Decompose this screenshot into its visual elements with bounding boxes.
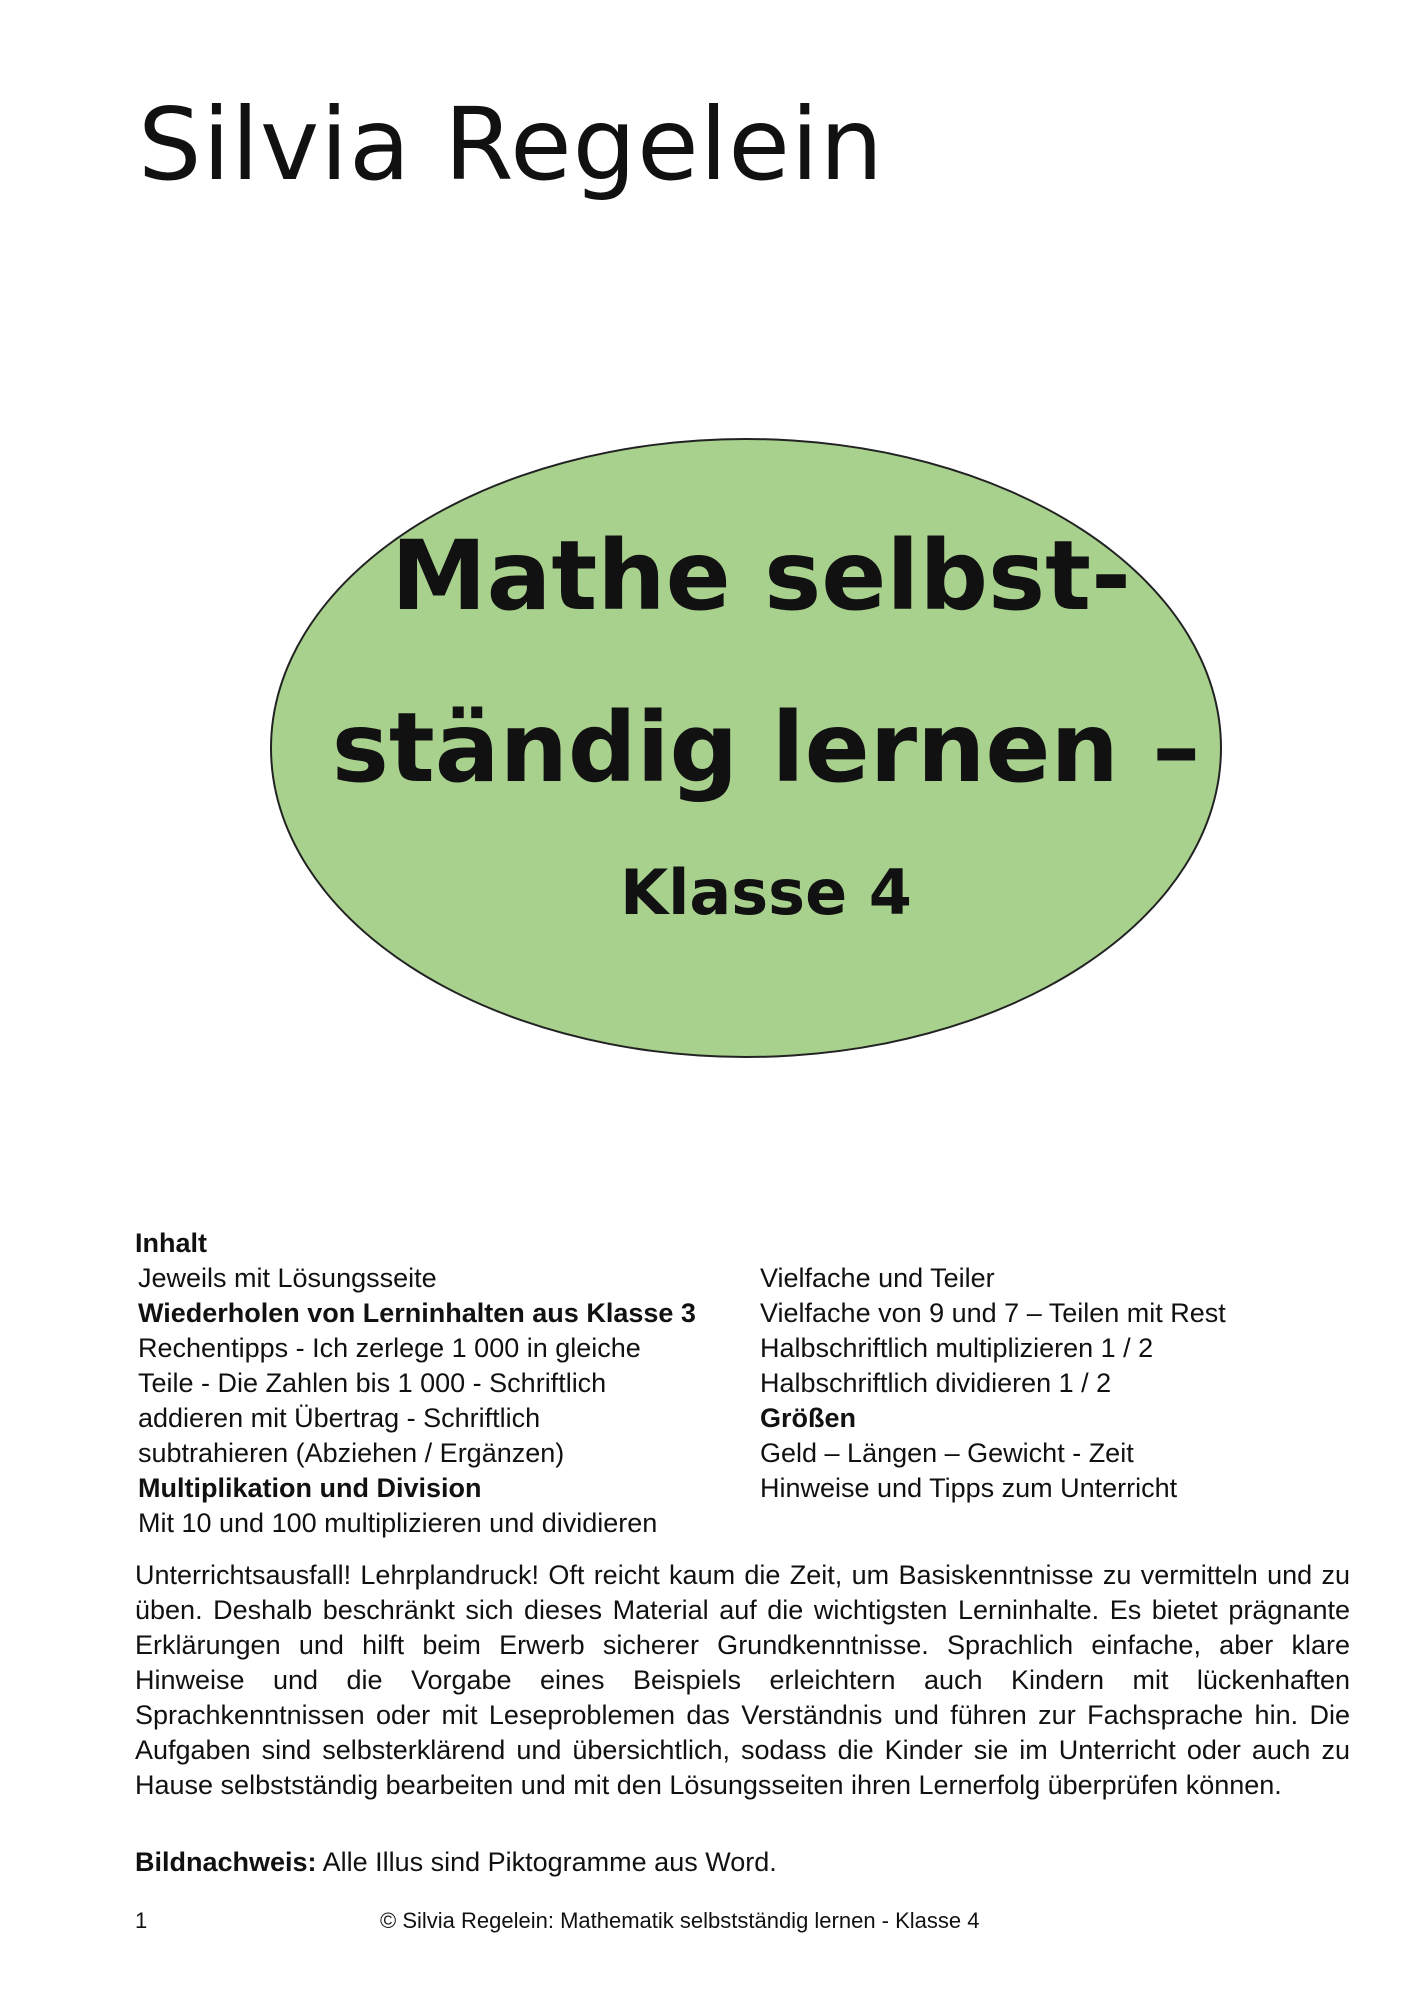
title-line-2: ständig lernen – — [331, 692, 1201, 804]
description-paragraph: Unterrichtsausfall! Lehrplandruck! Oft reicht kaum die Zeit, um Basiskenntnisse zu vermitteln und zu üben. Deshalb beschränkt sich dieses Material auf die wichtigsten Lerninhalte. Es bietet prägnante Erklärungen und hilft beim Erwerb sicherer Grundkenntnisse. Sprachlich einfache, aber klare Hinweise und die Vorgabe eines Beispiels erleichtern auch Kindern mit lückenhaften Sprachkenntnissen oder mit Leseproblemen das Verständnis und führen zur Fachsprache hin. Die Aufgaben sind selbsterklärend und übersichtlich, sodass die Kinder sie im Unterricht oder auch zu Hause selbstständig bearbeiten und mit den Lösungsseiten ihren Lernerfolg überprüfen können. — [135, 1560, 1350, 1800]
image-credit-text: Alle Illus sind Piktogramme aus Word. — [322, 1847, 777, 1877]
contents-item: Vielfache und Teiler — [760, 1263, 995, 1293]
contents-item: Halbschriftlich dividieren 1 / 2 — [760, 1368, 1112, 1398]
contents-item: Hinweise und Tipps zum Unterricht — [760, 1473, 1178, 1503]
image-credit-label: Bildnachweis: — [135, 1847, 317, 1877]
contents-left-column — [138, 1261, 738, 1541]
contents-heading: Inhalt — [135, 1228, 207, 1258]
author-name: Silvia Regelein — [138, 86, 885, 203]
contents-item: addieren mit Übertrag - Schriftlich — [138, 1403, 541, 1433]
title-line-1: Mathe selbst- — [391, 520, 1131, 632]
contents-section-heading: Größen — [760, 1403, 857, 1433]
page-number: 1 — [135, 1908, 148, 1933]
contents-section-heading: Wiederholen von Lerninhalten aus Klasse 3 — [138, 1298, 696, 1328]
image-credit — [135, 1845, 777, 1880]
contents-section-heading: Multiplikation und Division — [138, 1473, 482, 1503]
contents-item: Geld – Längen – Gewicht - Zeit — [760, 1438, 1134, 1468]
contents-item: Vielfache von 9 und 7 – Teilen mit Rest — [760, 1298, 1226, 1328]
footer-copyright: © Silvia Regelein: Mathematik selbstständig lernen - Klasse 4 — [380, 1908, 980, 1933]
contents-item: Teile - Die Zahlen bis 1 000 - Schriftlich — [138, 1368, 607, 1398]
contents-item: Rechentipps - Ich zerlege 1 000 in gleiche — [138, 1333, 641, 1363]
contents-item: Jeweils mit Lösungsseite — [138, 1263, 437, 1293]
contents-item: Halbschriftlich multiplizieren 1 / 2 — [760, 1333, 1154, 1363]
title-grade: Klasse 4 — [620, 856, 912, 929]
contents-right-column — [760, 1261, 1360, 1506]
contents-item: Mit 10 und 100 multiplizieren und dividieren — [138, 1508, 658, 1538]
contents-item: subtrahieren (Abziehen / Ergänzen) — [138, 1438, 565, 1468]
